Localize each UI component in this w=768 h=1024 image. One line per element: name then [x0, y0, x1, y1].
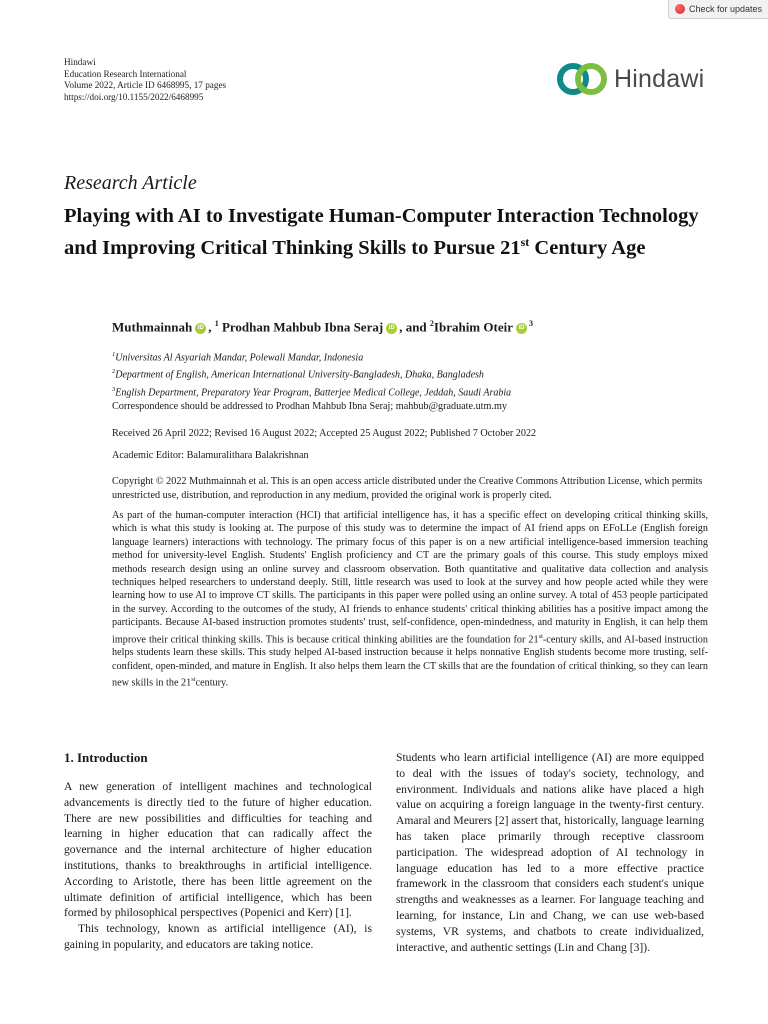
hindawi-logo-icon: [556, 62, 610, 96]
body-column-right: [396, 750, 704, 955]
affiliation-number: 1: [112, 351, 116, 358]
author-list: [112, 319, 533, 335]
affiliation-text: English Department, Preparatory Year Program, Batterjee Medical College, Jeddah, Saudi Arabia: [115, 386, 512, 398]
title-main: Playing with AI to Investigate Human-Computer Interaction Technology and Improving Critical Thinking Skills to Pursue 21: [64, 205, 699, 259]
affiliations: [112, 348, 511, 400]
affiliation-item: [112, 383, 511, 400]
orcid-icon[interactable]: iD: [195, 323, 206, 334]
body-paragraph: Students who learn artificial intelligence (AI) are more equipped to deal with the issues of today's society, technology, and environment. Individuals and nations alike have placed a high value on acquiring a foreign language in the twenty-first century. Amaral and Meurers [2] assert that, historically, language learning has taken place primarily through receptive classroom participation. The widespread adoption of AI technology in language education has led to a more effective practice framework in the classroom that considers each student's unique strengths and weaknesses as a learner. For language teaching and learning, for instance, Lin and Chang, we can use web-based systems, VR systems, and chatbots to create individualized, interactive, and authentic settings (Lin and Chang [3]).: [396, 751, 704, 954]
affiliation-number: 2: [112, 368, 116, 376]
title-end: Century Age: [529, 236, 646, 259]
body-paragraph: A new generation of intelligent machines and technological advancements is directly tied to the future of higher education. There are new possibilities and difficulties for teaching and learning in higher education that can radically affect the governance and the internal architecture of higher education institutions, thanks to breakthroughs in artificial intelligence. According to Aristotle, there has been little agreement on the ultimate definition of artificial intelligence, which has been formed by philosophical perspectives (Popenici and Kerr) [1].: [64, 780, 372, 920]
abstract-text: As part of the human-computer interaction (HCI) that artificial intelligence has, it has a specific effect on developing critical thinking skills, which is what this study is looking at. The purpose of this study was to determine the impact of AI friend apps on EFoLLe (English foreign language learners) interactions with technology. The primary focus of this paper is on a new artificial intelligence-based immersion teaching method for university-level English. Students' English proficiency and CT are the primary goals of this course. This study employs mixed methods research design using an online survey and classroom observation. Both quantitative and qualitative data collection and analysis techniques helped researchers to understand deeply. Still, little research was used to look at the survey and how people acted while they were learning how to use AI to improve CT skills. The participants in this paper were polled using an online survey. A total of 453 people participated in the survey. According to the outcomes of the study, AI friends to enhance students' critical thinking abilities has a positive impact among the participants. Because AI-based instruction promotes students' trust, self-confidence, open-mindedness, and maturity in English, it can help them improve their critical thinking skills. This is because critical thinking abilities are the foundation for 21: [112, 510, 708, 646]
affiliation-item: [112, 365, 511, 382]
abstract: [112, 509, 708, 690]
author-separator: ,: [208, 319, 215, 335]
abstract-text: -century skills, and AI-based instruction helps students learn these skills. This study helped AI-based instruction because it helps nonnative English students become more trusting, self-confident, open-minded, and mature in English. It also helps them learn the CT skills that are the foundation of critical thinking, so they can learn new skills in the 21: [112, 634, 708, 689]
title-superscript: st: [520, 235, 530, 249]
article-dates: Received 26 April 2022; Revised 16 August 2022; Accepted 25 August 2022; Published 7 October 2022: [112, 428, 537, 439]
academic-editor: Academic Editor: Balamuralithara Balakrishnan: [112, 450, 309, 461]
body-column-left: [64, 750, 372, 953]
journal-name: Education Research International: [64, 68, 187, 79]
article-title: [64, 203, 704, 261]
check-for-updates-button[interactable]: [668, 0, 768, 19]
doi-link[interactable]: https://doi.org/10.1155/2022/6468995: [64, 91, 204, 102]
correspondence: Correspondence should be addressed to Prodhan Mahbub Ibna Seraj; mahbub@graduate.utm.my: [112, 401, 507, 412]
section-heading: 1. Introduction: [64, 750, 148, 765]
orcid-icon[interactable]: iD: [516, 323, 527, 334]
journal-meta: [64, 57, 226, 103]
author-affil-number: 3: [528, 319, 533, 328]
author-affil-number: 2: [429, 319, 434, 328]
orcid-icon[interactable]: iD: [386, 323, 397, 334]
article-type: Research Article: [64, 172, 197, 194]
affiliation-item: [112, 348, 511, 365]
crossmark-icon: [675, 4, 685, 14]
author-name[interactable]: Muthmainnah: [112, 319, 193, 335]
author-name[interactable]: Prodhan Mahbub Ibna Seraj: [221, 319, 384, 335]
abstract-superscript: st: [538, 632, 543, 640]
abstract-text: century.: [195, 677, 229, 689]
author-separator: , and: [399, 319, 430, 335]
logo-wordmark: Hindawi: [614, 64, 705, 93]
volume-info: Volume 2022, Article ID 6468995, 17 pages: [64, 80, 227, 91]
body-paragraph: This technology, known as artificial intelligence (AI), is gaining in popularity, and educators are taking notice.: [64, 922, 372, 951]
author-affil-number: 1: [214, 319, 219, 328]
hindawi-logo: [556, 62, 704, 96]
publisher-name: Hindawi: [64, 57, 96, 67]
abstract-superscript: st: [191, 676, 196, 684]
affiliation-text: Universitas Al Asyariah Mandar, Polewali Mandar, Indonesia: [115, 352, 364, 364]
author-name[interactable]: Ibrahim Oteir: [433, 319, 513, 335]
copyright-notice: Copyright © 2022 Muthmainnah et al. This is an open access article distributed under the Creative Commons Attribution License, which permits unrestricted use, distribution, and reproduction in any medium, provided the original work is properly cited.: [112, 476, 703, 501]
affiliation-number: 3: [112, 385, 116, 393]
check-for-updates-label: Check for updates: [689, 4, 763, 14]
affiliation-text: Department of English, American International University-Bangladesh, Dhaka, Bangladesh: [115, 369, 484, 381]
